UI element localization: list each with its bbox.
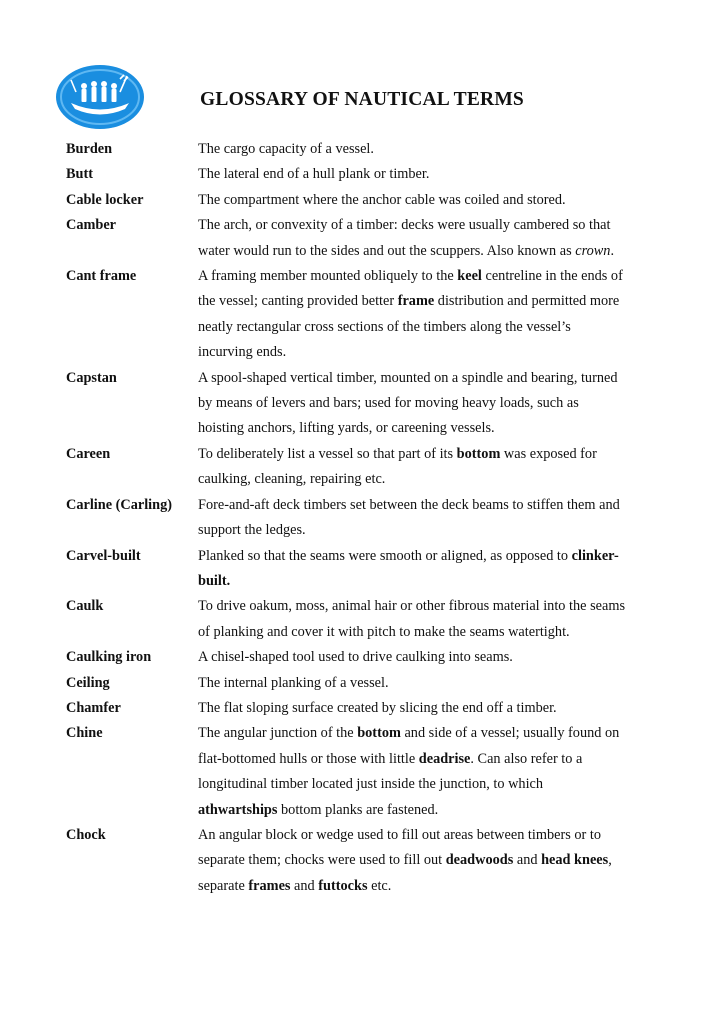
glossary-entry <box>66 823 626 899</box>
glossary-entry <box>66 544 626 595</box>
glossary-definition: A spool-shaped vertical timber, mounted on a spindle and bearing, turned by means of levers and bars; used for moving heavy loads, such as hoisting anchors, lifting yards, or careening vessels. <box>198 369 618 437</box>
glossary-definition: The arch, or convexity of a timber: decks were usually cambered so that water would run to the sides and out the scuppers. Also known as crown. <box>198 217 615 259</box>
glossary-entry <box>66 493 626 544</box>
glossary-entry <box>66 594 626 645</box>
glossary-entry <box>66 366 626 442</box>
ship-crew-emblem-logo <box>54 62 146 132</box>
glossary-definition: Planked so that the seams were smooth or aligned, as opposed to clinker-built. <box>198 547 619 589</box>
glossary-entry <box>66 442 626 493</box>
page-title: GLOSSARY OF NAUTICAL TERMS <box>200 89 524 110</box>
glossary-entry <box>66 188 626 213</box>
glossary-entry <box>66 645 626 670</box>
glossary-definition: The compartment where the anchor cable was coiled and stored. <box>198 191 566 208</box>
glossary-term: Ceiling <box>66 674 110 691</box>
glossary-definition: To drive oakum, moss, animal hair or other fibrous material into the seams of planking and cover it with pitch to make the seams watertight. <box>198 598 626 640</box>
glossary-definition: The angular junction of the bottom and side of a vessel; usually found on flat-bottomed hulls or those with little deadrise. Can also refer to a longitudinal timber located just inside the junction, to which athwartships bottom planks are fastened. <box>198 725 620 818</box>
glossary-list <box>66 137 626 899</box>
glossary-term: Carvel-built <box>66 547 141 564</box>
glossary-term: Chine <box>66 725 103 742</box>
glossary-entry <box>66 264 626 366</box>
glossary-term: Burden <box>66 141 113 157</box>
glossary-definition: Fore-and-aft deck timbers set between the deck beams to stiffen them and support the ledges. <box>198 496 620 539</box>
glossary-term: Camber <box>66 217 117 234</box>
glossary-definition: A framing member mounted obliquely to the keel centreline in the ends of the vessel; canting provided better frame distribution and permitted more neatly rectangular cross sections of the timbers along the vessel’s incurving ends. <box>198 268 623 361</box>
glossary-term: Chamfer <box>66 699 121 716</box>
glossary-term: Caulking iron <box>66 649 152 666</box>
glossary-definition: An angular block or wedge used to fill out areas between timbers or to separate them; chocks were used to fill out deadwoods and head knees, separate frames and futtocks etc. <box>198 826 612 894</box>
glossary-term: Carline (Carling) <box>66 496 173 513</box>
glossary-definition: A chisel-shaped tool used to drive caulking into seams. <box>198 649 513 666</box>
ship-crew-emblem-icon <box>54 62 146 132</box>
glossary-definition: The flat sloping surface created by slicing the end off a timber. <box>198 699 557 716</box>
glossary-term: Cant frame <box>66 268 137 285</box>
glossary-term: Caulk <box>66 598 104 615</box>
glossary-definition: To deliberately list a vessel so that part of its bottom was exposed for caulking, cleaning, repairing etc. <box>198 445 597 488</box>
glossary-entry <box>66 721 626 823</box>
glossary-entry <box>66 696 626 721</box>
glossary-term: Butt <box>66 166 94 183</box>
glossary-definition: The lateral end of a hull plank or timber. <box>198 166 430 183</box>
glossary-term: Chock <box>66 826 106 843</box>
glossary-entry <box>66 137 626 162</box>
glossary-term: Capstan <box>66 369 117 386</box>
glossary-term: Careen <box>66 445 111 462</box>
glossary-definition: The cargo capacity of a vessel. <box>198 141 374 157</box>
glossary-entry <box>66 213 626 264</box>
glossary-entry <box>66 162 626 187</box>
glossary-definition: The internal planking of a vessel. <box>198 674 389 691</box>
glossary-entry <box>66 671 626 696</box>
glossary-term: Cable locker <box>66 191 144 208</box>
